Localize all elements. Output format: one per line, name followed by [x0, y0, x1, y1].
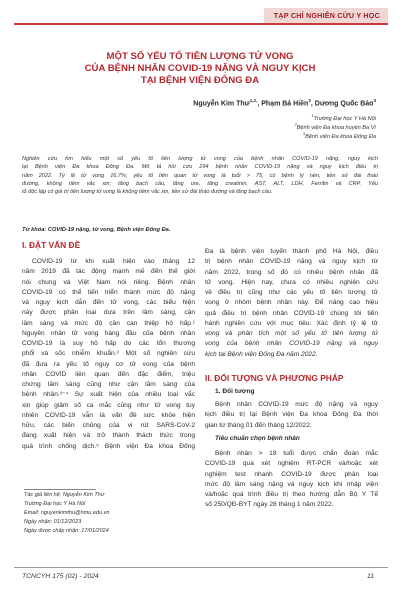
body-line: vong ở nhóm bệnh nhân này. Để nâng cao hiệu	[205, 299, 378, 307]
body-line: kịch điều trị tại Bệnh viện Đa khoa Đống Đa thời	[205, 411, 378, 419]
journal-header	[0, 0, 400, 28]
title-line: CỦA BỆNH NHÂN COVID-19 NẶNG VÀ NGUY KỊCH	[84, 63, 316, 75]
body-line: Nguyên nhân tử vong hàng đầu của bệnh nhân	[22, 329, 195, 337]
body-line: xin giúp giảm số ca mắc cũng như tử vong tuy	[22, 401, 195, 409]
subsection-heading-criteria: Tiêu chuẩn chọn bệnh nhân	[215, 435, 300, 442]
header-rule	[14, 23, 388, 25]
affiliation	[303, 131, 376, 140]
footnote-corresponding: Tác giả liên hệ: Nguyễn Kim Thư	[24, 492, 105, 498]
page-number: 11	[366, 573, 374, 580]
journal-name-tab: TẠP CHÍ NGHIÊN CỨU Y HỌC	[264, 8, 388, 23]
body-line: này được phân loại dựa trên lâm sàng, cận	[22, 309, 195, 317]
footnote-received: Ngày nhận: 01/12/2023	[24, 519, 82, 525]
section-heading-methods: II. ĐỐI TƯỢNG VÀ PHƯƠNG PHÁP	[205, 373, 344, 383]
body-line: bệnh nhân.³⁻⁴ Sự xuất hiện của nhiều loại vắc	[22, 391, 195, 399]
footnote-accepted: Ngày được chấp nhận: 17/01/2024	[24, 528, 109, 534]
author-affil-mark: 1,2,	[249, 98, 258, 103]
footnote-rule	[24, 489, 96, 490]
abstract-line: năm 2022. Tỷ lệ tử vong 16,7%; yếu tố tiên quan tử vong là tuổi > 75, có bệnh lý nền, tiền sử đái tháo	[22, 172, 378, 179]
body-line: Bệnh nhân COVID-19 mức độ nặng và nguy	[215, 401, 378, 408]
affil-text: Bệnh viện Đa khoa Đống Đa	[305, 133, 376, 140]
footer-rule	[14, 567, 388, 568]
abstract	[22, 155, 378, 196]
affil-mark: 1	[311, 113, 314, 118]
body-line: quá trình chống dịch.⁵ Bệnh viện Đa khoa Đống	[22, 442, 195, 450]
criteria-body	[205, 449, 378, 511]
body-line: COVID-19 từ khi xuất hiện vào tháng 12	[32, 258, 195, 265]
author-list	[193, 98, 376, 107]
body-line: COVID-19 có thể tiến triển thành mức độ nặng	[22, 288, 195, 296]
abstract-line: tại Bệnh viện Đa khoa Đống Đa. Mô tả hồi cứu 294 bệnh nhân COVID-19 nặng và nguy kịch điều trị	[22, 164, 378, 171]
body-line: năm 2022, trong số đó có nhiều bệnh nhân đã	[205, 268, 378, 276]
title-line: MỘT SỐ YẾU TỐ TIÊN LƯỢNG TỬ VONG	[106, 51, 294, 62]
footnote-institution: Trường Đại học Y Hà Nội	[24, 501, 86, 507]
body-line: kịch tại Bệnh viện Đống Đa năm 2022.	[205, 350, 318, 358]
body-line: nhiên COVID-19 vẫn là vấn đề sức khỏe hiện	[22, 411, 195, 419]
article-title	[20, 51, 380, 88]
journal-issue: TCNCYH 175 (02) - 2024	[22, 573, 99, 580]
body-line: về điều trị cũng như các yếu tố tiên lượng tử	[205, 289, 378, 296]
body-line: năm 2019 đã tác động mạnh mẽ đến thế giới	[22, 268, 195, 276]
body-line: COVID-19 là suy hô hấp do các tổn thương	[22, 340, 195, 347]
body-line: đang xuất hiện và trở thành thách thức trong	[22, 432, 195, 440]
intro-body	[22, 257, 195, 452]
author-name: Nguyễn Kim Thư	[193, 100, 250, 108]
body-line: vong và phân tích một số yếu tố tiên lượng tử	[205, 330, 378, 337]
author-name: , Phạm Bá Hiền	[257, 100, 309, 108]
author-name: , Dương Quốc Bảo	[310, 100, 374, 108]
body-line: mức độ lâm sàng nặng và nguy kịch khi nhập viện	[205, 480, 378, 488]
body-line: đã đưa ra yếu tố nguy cơ tử vong của bệnh	[22, 360, 195, 368]
keywords: Từ khóa: COVID-19 nặng, tử vong, Bệnh viện Đống Đa.	[22, 227, 171, 233]
body-line: Đa là bệnh viện tuyến thành phố Hà Nội, điều	[205, 248, 378, 255]
body-line: gian từ tháng 01 đến tháng 12/2022.	[205, 421, 312, 429]
author-affil-mark: 2	[308, 98, 311, 103]
abstract-line: đường, không tiêm vắc xin; tăng bạch cầu, tăng ure, tăng creatinin, AST, ALT, LDH, Ferritin và CRP. Yếu	[22, 180, 378, 187]
affiliation	[294, 122, 376, 131]
body-line: quả điều trị bệnh nhân COVID-19 chúng tôi tiến	[205, 309, 378, 317]
body-line: nói chung và Việt Nam nói riêng. Bệnh nhân	[22, 278, 195, 286]
affiliation	[311, 113, 376, 122]
section-heading-intro: I. ĐẶT VẤN ĐỀ	[22, 240, 81, 250]
intro-body-continued	[205, 247, 378, 360]
subjects-body	[205, 400, 378, 431]
body-line: Bệnh nhân > 18 tuổi được chẩn đoán mắc	[215, 450, 378, 457]
body-line: nghiệm test nhanh COVID-19 được phân loại	[205, 470, 378, 478]
body-line: và nguy kịch dẫn đến tử vong, các biểu hiện	[22, 299, 195, 306]
affil-text: Trường Đại học Y Hà Nội	[313, 115, 376, 122]
body-line: hành nghiên cứu với mục tiêu: Xác định tỷ lệ tử	[205, 319, 378, 327]
body-line: tử vong. Hiện nay, chưa có nhiều nghiên cứu	[205, 278, 378, 286]
body-line: số 250/QĐ-BYT ngày 28 tháng 1 năm 2022.	[205, 501, 334, 509]
body-line: và/hoặc quá trình điều trị theo hướng dẫn Bộ Y Tế	[205, 491, 378, 498]
body-line: chứng lâm sàng cũng như cận lâm sàng của	[22, 381, 195, 388]
affil-text: Bệnh viện Đa khoa huyện Ba Vì	[296, 124, 376, 131]
body-line: trị bệnh nhân COVID-19 nặng và nguy kịch từ	[205, 258, 378, 266]
body-line: nhân COVID liên quan đến đặc điểm, triệu	[22, 370, 195, 378]
affil-mark: 2	[294, 122, 297, 127]
body-line: phổi và sốc nhiễm khuẩn.² Một số nghiên cứu	[22, 350, 195, 358]
body-line: vong của bệnh nhân COVID-19 nặng và nguy	[205, 340, 378, 348]
body-line: lâm sàng và mức độ cần can thiệp hô hấp.¹	[22, 319, 195, 327]
abstract-line: Nghiên cứu tìm hiểu một số yếu tố tiên lượng tử vong của bệnh nhân COVID-19 nặng, nguy kịch	[22, 156, 378, 162]
affil-mark: 3	[302, 131, 306, 136]
footnote-email: Email: nguyenkimthu@hmu.edu.vn	[24, 510, 110, 516]
abstract-line: tố độc lập có giá trị tiên lượng tử vong là không tiêm vắc xin, tiền sử đái tháo đường và tăng bạch cầu.	[22, 189, 273, 196]
title-line: TẠI BỆNH VIỆN ĐỐNG ĐA	[140, 75, 260, 87]
body-line: hữu, các biến chủng của vi rút SARS-CoV-2	[22, 422, 195, 429]
subsection-heading-subjects: 1. Đối tượng	[215, 388, 255, 395]
author-affil-mark: 3	[373, 98, 376, 103]
body-line: COVID-19 qua xét nghiệm RT-PCR và/hoặc xét	[205, 460, 378, 468]
